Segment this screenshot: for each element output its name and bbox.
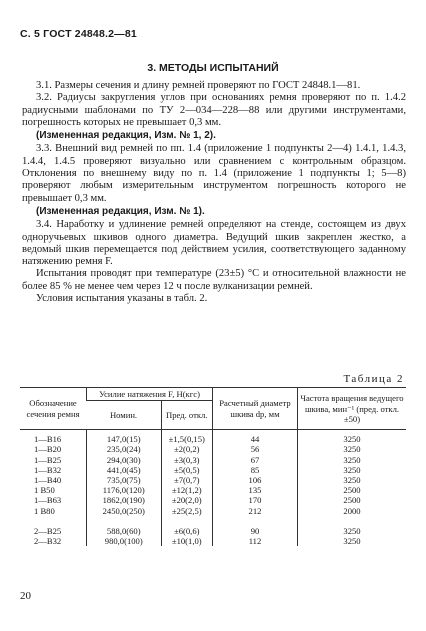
cell-force-deviation: ±5(0,5) (161, 465, 213, 475)
paragraph-3-4-table-ref: Условия испытания указаны в табл. 2. (36, 293, 208, 305)
col-header-deviation: Пред. откл. (161, 401, 213, 430)
table-row (20, 495, 406, 505)
cell-force-nominal: 2450,0(250) (87, 506, 162, 516)
cell-diameter: 44 (213, 430, 298, 445)
cell-frequency: 3250 (298, 430, 407, 445)
cell-force-deviation: ±20(2,0) (161, 495, 213, 505)
cell-force-nominal: 441,0(45) (87, 465, 162, 475)
cell-diameter: 56 (213, 444, 298, 454)
cell-force-nominal: 1176,0(120) (87, 485, 162, 495)
table-row (20, 506, 406, 516)
cell-force-deviation: ±3(0,3) (161, 455, 213, 465)
paragraph-3-4-conditions: Испытания проводят при температуре (23±5) °С и относительной влажности не более 85 % не менее чем через 12 ч после вулканизации ремней. (22, 268, 406, 292)
cell-designation: 1—В16 (34, 434, 62, 445)
cell-frequency: 2500 (298, 495, 407, 505)
cell-force-nominal: 588,0(60) (87, 516, 162, 536)
cell-frequency: 3250 (298, 455, 407, 465)
cell-frequency: 3250 (298, 536, 407, 546)
cell-frequency: 3250 (298, 465, 407, 475)
cell-designation: 1—В63 (34, 495, 62, 506)
body-text (22, 80, 406, 305)
cell-force-deviation: ±10(1,0) (161, 536, 213, 546)
cell-designation: 1 В80 (34, 505, 55, 516)
cell-force-nominal: 294,0(30) (87, 455, 162, 465)
table-2 (20, 387, 406, 546)
cell-force-deviation: ±2(0,2) (161, 444, 213, 454)
paragraph-3-2: 3.2. Радиусы закругления углов при основаниях ремня проверяют по п. 1.4.2 радиусными шаблонами по ТУ 2—034—228—88 или другими инструментами, погрешность которых не превышает 0,3 мм. (22, 92, 406, 128)
cell-designation: 1—В20 (34, 444, 62, 455)
page-number: 20 (20, 590, 31, 602)
table-row (20, 485, 406, 495)
cell-force-nominal: 980,0(100) (87, 536, 162, 546)
table-row (20, 430, 406, 445)
cell-force-nominal: 735,0(75) (87, 475, 162, 485)
cell-force-deviation: ±25(2,5) (161, 506, 213, 516)
cell-designation: 2—В25 (34, 525, 62, 536)
table-caption: Таблица 2 (343, 373, 404, 385)
edition-note-2: (Измененная редакция, Изм. № 1). (36, 205, 205, 217)
cell-force-nominal: 147,0(15) (87, 430, 162, 445)
table-row (20, 465, 406, 475)
cell-designation: 1—В32 (34, 464, 62, 475)
col-header-force: Усилие натяжения F, Н(кгс) (87, 388, 213, 401)
cell-force-deviation: ±6(0,6) (161, 516, 213, 536)
cell-designation: 1—В25 (34, 454, 62, 465)
cell-force-deviation: ±7(0,7) (161, 475, 213, 485)
cell-diameter: 85 (213, 465, 298, 475)
paragraph-3-4: 3.4. Наработку и удлинение ремней определяют на стенде, состоящем из двух одноручьевых шкивов одного диаметра. Ведущий шкив закреплен жестко, а ведомый шкив перемещается под действием усилия, соответствующего заданному натяжению ремня F. (22, 219, 406, 268)
cell-force-nominal: 1862,0(190) (87, 495, 162, 505)
cell-diameter: 212 (213, 506, 298, 516)
col-header-nominal: Номин. (87, 401, 162, 430)
cell-diameter: 170 (213, 495, 298, 505)
table-body (20, 430, 406, 547)
col-header-diameter: Расчетный диаметр шкива dp, мм (213, 388, 298, 430)
table-row (20, 444, 406, 454)
table-row (20, 536, 406, 546)
table-row (20, 516, 406, 536)
cell-diameter: 112 (213, 536, 298, 546)
edition-note-1: (Измененная редакция, Изм. № 1, 2). (36, 130, 216, 142)
cell-frequency: 2000 (298, 506, 407, 516)
col-header-designation: Обозначение сечения ремня (20, 388, 87, 430)
table-row (20, 455, 406, 465)
cell-frequency: 3250 (298, 475, 407, 485)
cell-diameter: 67 (213, 455, 298, 465)
cell-diameter: 90 (213, 516, 298, 536)
paragraph-3-3: 3.3. Внешний вид ремней по пп. 1.4 (приложение 1 подпункты 2—4) 1.4.1, 1.4.3, 1.4.4, 1.4.5 проверяют визуально или сравнением с контрольным образцом. Отклонения по внешнему виду по п. 1.4 (приложение 1 подпункты 1; 5—8) проверяют любым измерительным инструментом погрешность которого не превышает 0,3 мм. (22, 143, 406, 204)
cell-designation: 1—В40 (34, 475, 62, 486)
cell-designation: 1 В50 (34, 485, 55, 496)
paragraph-3-1: 3.1. Размеры сечения и длину ремней проверяют по ГОСТ 24848.1—81. (36, 80, 361, 91)
cell-force-nominal: 235,0(24) (87, 444, 162, 454)
cell-force-deviation: ±1,5(0,15) (161, 430, 213, 445)
cell-frequency: 3250 (298, 444, 407, 454)
cell-diameter: 106 (213, 475, 298, 485)
cell-designation: 2—В32 (34, 536, 62, 547)
cell-frequency: 3250 (298, 516, 407, 536)
table-row (20, 475, 406, 485)
col-header-frequency: Частота вращения ведущего шкива, мин⁻¹ (пред. откл. ±50) (298, 388, 407, 430)
running-header: С. 5 ГОСТ 24848.2—81 (20, 28, 137, 40)
section-title: 3. МЕТОДЫ ИСПЫТАНИЙ (147, 62, 279, 74)
cell-frequency: 2500 (298, 485, 407, 495)
cell-diameter: 135 (213, 485, 298, 495)
cell-force-deviation: ±12(1,2) (161, 485, 213, 495)
